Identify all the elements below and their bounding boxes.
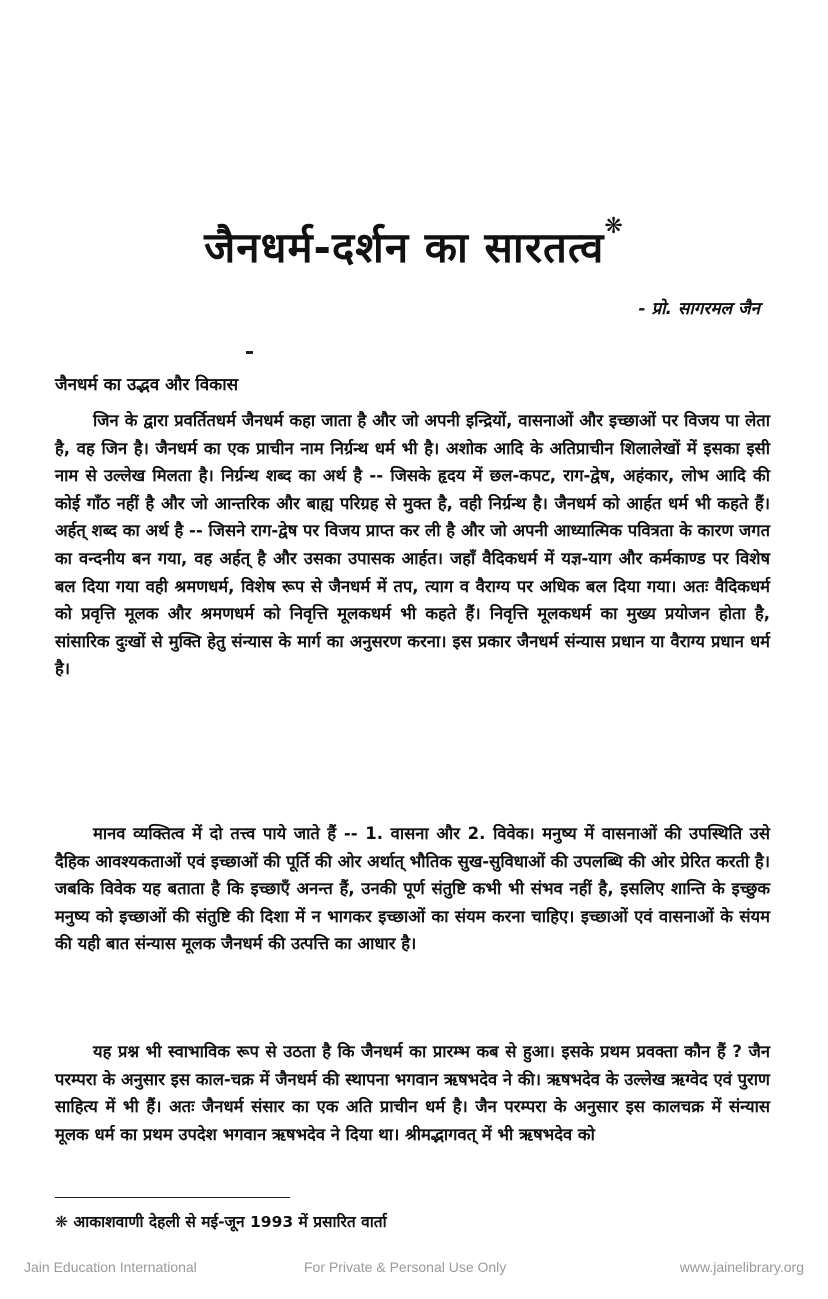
scan-speck	[246, 351, 253, 354]
footer-usage-note: For Private & Personal Use Only	[304, 1259, 507, 1275]
paragraph-3: यह प्रश्न भी स्वाभाविक रूप से उठता है कि जैनधर्म का प्रारम्भ कब से हुआ। इसके प्रथम प्रवक्ता कौन हैं ? जैन परम्परा के अनुसार इस काल-चक्र में जैनधर्म की स्थापना भगवान ऋषभदेव ने की। ऋषभदेव के उल्लेख ऋग्वेद एवं पुराण साहित्य में भी हैं। अतः जैनधर्म संसार का एक अति प्राचीन धर्म है। जैन परम्परा के अनुसार इस कालचक्र में संन्यास मूलक धर्म का प्रथम उपदेश भगवान ऋषभदेव ने दिया था। श्रीमद्भागवत् में भी ऋषभदेव को	[55, 1042, 770, 1144]
paragraph-2: मानव व्यक्तित्व में दो तत्त्व पाये जाते हैं -- 1. वासना और 2. विवेक। मनुष्य में वासनाओं की उपस्थिति उसे दैहिक आवश्यकताओं एवं इच्छाओं की पूर्ति की ओर अर्थात् भौतिक सुख-सुविधाओं की उपलब्धि की ओर प्रेरित करती है। जबकि विवेक यह बताता है कि इच्छाएँ अनन्त हैं, उनकी पूर्ण संतुष्टि कभी भी संभव नहीं है, इसलिए शान्ति के इच्छुक मनुष्य को इच्छाओं की संतुष्टि की दिशा में न भागकर इच्छाओं का संयम करना चाहिए। इच्छाओं एवं वासनाओं के संयम की यही बात संन्यास मूलक जैनधर्म की उत्पत्ति का आधार है।	[55, 824, 770, 954]
author-byline: - प्रो. सागरमल जैन	[638, 299, 760, 319]
section-heading: जैनधर्म का उद्भव और विकास	[55, 375, 239, 395]
title-text: जैनधर्म-दर्शन का सारतत्व	[204, 223, 605, 272]
page-footer	[0, 1259, 828, 1279]
document-title	[0, 214, 828, 275]
footnote-marker-icon: ❋	[604, 214, 624, 239]
footnote: ❋ आकाशवाणी देहली से मई-जून 1993 में प्रसारित वार्ता	[55, 1213, 387, 1231]
footer-publisher: Jain Education International	[24, 1259, 197, 1275]
footnote-divider	[55, 1197, 290, 1198]
paragraph-1: जिन के द्वारा प्रवर्तितधर्म जैनधर्म कहा जाता है और जो अपनी इन्द्रियों, वासनाओं और इच्छाओं पर विजय पा लेता है, वह जिन है। जैनधर्म का एक प्राचीन नाम निर्ग्रन्थ धर्म भी है। अशोक आदि के अतिप्राचीन शिलालेखों में इसका इसी नाम से उल्लेख मिलता है। निर्ग्रन्थ शब्द का अर्थ है -- जिसके हृदय में छल-कपट, राग-द्वेष, अहंकार, लोभ आदि की कोई गाँठ नहीं है और जो आन्तरिक और बाह्य परिग्रह से मुक्त है, वही निर्ग्रन्थ है। जैनधर्म को आर्हत धर्म भी कहते हैं। अर्हत् शब्द का अर्थ है -- जिसने राग-द्वेष पर विजय प्राप्त कर ली है और जो अपनी आध्यात्मिक पवित्रता के कारण जगत का वन्दनीय बन गया, वह अर्हत् है और उसका उपासक आर्हत। जहाँ वैदिकधर्म में यज्ञ-याग और कर्मकाण्ड पर विशेष बल दिया गया वही श्रमणधर्म, विशेष रूप से जैनधर्म में तप, त्याग व वैराग्य पर अधिक बल दिया गया। अतः वैदिकधर्म को प्रवृत्ति मूलक और श्रमणधर्म को निवृत्ति मूलकधर्म भी कहते हैं। निवृत्ति मूलकधर्म का मुख्य प्रयोजन होता है, सांसारिक दुःखों से मुक्ति हेतु संन्यास के मार्ग का अनुसरण करना। इस प्रकार जैनधर्म संन्यास प्रधान या वैराग्य प्रधान धर्म है।	[55, 411, 770, 679]
footer-website-link[interactable]: www.jainelibrary.org	[679, 1259, 804, 1275]
